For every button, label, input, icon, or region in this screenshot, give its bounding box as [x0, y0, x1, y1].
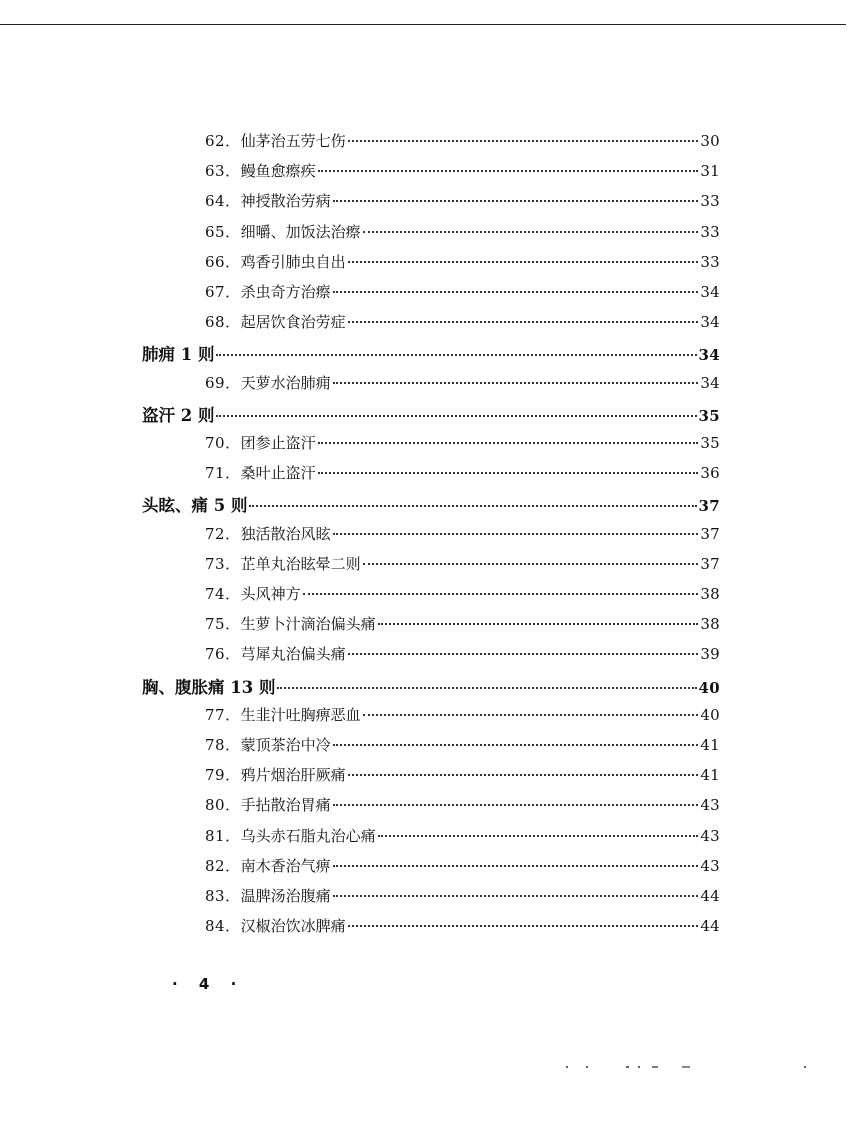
page-number-ref: 43 [700, 826, 720, 845]
dot-leader [333, 200, 699, 202]
page-number-ref: 31 [700, 162, 720, 181]
page-number-ref: 34 [698, 346, 720, 365]
entry-number: 66． [205, 252, 241, 271]
entry-title: 鳗鱼愈瘵疾 [240, 162, 316, 181]
toc-entry [205, 825, 720, 851]
toc-section-heading [142, 492, 720, 518]
toc-entry [205, 704, 720, 730]
toc-entry [205, 855, 720, 881]
toc-entry [205, 462, 720, 488]
entry-title: 乌头赤石脂丸治心痛 [240, 826, 376, 845]
page-number-ref: 43 [700, 796, 720, 815]
dot-leader [363, 714, 699, 716]
entry-number: 77． [205, 705, 241, 724]
entry-number: 73． [205, 554, 241, 573]
entry-number: 69． [205, 373, 241, 392]
page-number-ref: 37 [700, 524, 720, 543]
entry-title: 杀虫奇方治瘵 [240, 283, 331, 301]
entry-number: 82． [205, 856, 241, 875]
page-number-ref: 41 [700, 766, 720, 785]
entry-title: 细嚼、加饭法治瘵 [240, 222, 361, 241]
page-number-ref: 37 [698, 497, 720, 516]
entry-title: 蒙顶茶治中冷 [240, 736, 331, 754]
entry-title: 手拈散治胃痛 [240, 796, 331, 815]
toc-entry [205, 190, 720, 216]
toc-entry [205, 553, 720, 579]
dot-leader [363, 231, 699, 233]
scan-specks [560, 1064, 810, 1070]
page-number-ref: 40 [700, 705, 720, 724]
entry-title: 南木香治气痹 [240, 856, 331, 875]
section-title: 肺痈 1 则 [142, 345, 215, 365]
entry-number: 75． [205, 615, 241, 634]
section-title: 头眩、痛 5 则 [142, 496, 248, 516]
entry-title: 生韭汁吐胸痹恶血 [240, 705, 361, 724]
dot-leader [277, 687, 696, 689]
entry-number: 80． [205, 796, 241, 815]
entry-title: 团参止盗汗 [240, 434, 316, 452]
entry-number: 67． [205, 283, 241, 301]
entry-title: 生萝卜汁滴治偏头痛 [240, 615, 376, 634]
page-number-ref: 35 [700, 434, 720, 452]
entry-title: 神授散治劳病 [240, 192, 331, 211]
toc-entry [205, 372, 720, 398]
entry-title: 天萝水治肺痈 [240, 373, 331, 392]
page-number-ref: 34 [700, 373, 720, 392]
page-number-ref: 39 [700, 645, 720, 664]
entry-number: 64． [205, 192, 241, 211]
dot-leader [378, 835, 699, 837]
toc-entry [205, 221, 720, 247]
toc-entry [205, 523, 720, 549]
dot-leader [348, 653, 699, 655]
dot-leader [333, 895, 699, 897]
dot-leader [348, 774, 699, 776]
dot-leader [348, 321, 699, 323]
page-number: · 4 · [172, 975, 245, 993]
entry-title: 温脾汤治腹痛 [240, 887, 331, 905]
toc-entry [205, 613, 720, 639]
section-title: 盗汗 2 则 [142, 405, 215, 425]
toc-entry [205, 311, 720, 337]
dot-leader [333, 744, 699, 746]
entry-number: 72． [205, 524, 241, 543]
section-title: 胸、腹胀痛 13 则 [142, 677, 276, 697]
dot-leader [318, 442, 699, 444]
dot-leader [216, 415, 696, 417]
page-number-ref: 35 [698, 406, 720, 425]
toc-entry [205, 885, 720, 911]
entry-number: 78． [205, 736, 241, 754]
toc-entry [205, 160, 720, 186]
entry-number: 79． [205, 766, 241, 785]
dot-leader [348, 261, 699, 263]
entry-number: 84． [205, 917, 241, 936]
toc-entry [205, 583, 720, 609]
dot-leader [348, 140, 699, 142]
page-number-ref: 41 [700, 736, 720, 754]
page-number-ref: 44 [700, 887, 720, 905]
dot-leader [216, 354, 696, 356]
toc-entry [205, 281, 720, 307]
page-number-ref: 33 [700, 192, 720, 211]
dot-leader [333, 804, 699, 806]
dot-leader [318, 472, 699, 474]
entry-title: 汉椒治饮冰脾痛 [240, 917, 346, 936]
page-number-ref: 43 [700, 856, 720, 875]
page-number-ref: 36 [700, 464, 720, 483]
dot-leader [333, 533, 699, 535]
page-number-ref: 38 [700, 615, 720, 634]
entry-number: 63． [205, 162, 241, 181]
entry-title: 独活散治风眩 [240, 524, 331, 543]
toc-entry [205, 734, 720, 760]
page-number-ref: 38 [700, 585, 720, 603]
toc-entry [205, 915, 720, 941]
dot-leader [333, 865, 699, 867]
toc-entry [205, 432, 720, 458]
toc-entry [205, 764, 720, 790]
page-number-ref: 30 [700, 132, 720, 150]
toc-entry [205, 251, 720, 277]
entry-title: 桑叶止盗汗 [240, 464, 316, 483]
toc-entry [205, 794, 720, 820]
toc-section-heading [142, 341, 720, 367]
dot-leader [333, 291, 699, 293]
page-number-ref: 40 [698, 678, 720, 697]
toc-entry [205, 130, 720, 156]
dot-leader [333, 382, 699, 384]
dot-leader [378, 623, 699, 625]
page-number-ref: 33 [700, 222, 720, 241]
entry-number: 81． [205, 826, 241, 845]
entry-number: 83． [205, 887, 241, 905]
page-number-ref: 37 [700, 554, 720, 573]
entry-title: 芎犀丸治偏头痛 [240, 645, 346, 664]
entry-title: 鸦片烟治肝厥痛 [240, 766, 346, 785]
page-number-ref: 34 [700, 313, 720, 332]
entry-number: 71． [205, 464, 241, 483]
entry-title: 起居饮食治劳症 [240, 313, 346, 332]
dot-leader [303, 593, 699, 595]
page-number-ref: 44 [700, 917, 720, 936]
dot-leader [363, 563, 699, 565]
dot-leader [318, 170, 699, 172]
entry-number: 74． [205, 585, 241, 603]
entry-number: 70． [205, 434, 241, 452]
dot-leader [348, 925, 699, 927]
toc-section-heading [142, 402, 720, 428]
dot-leader [249, 505, 696, 507]
entry-number: 62． [205, 132, 241, 150]
entry-title: 鸡香引肺虫自出 [240, 252, 346, 271]
page-number-ref: 33 [700, 252, 720, 271]
top-rule [0, 24, 846, 25]
entry-title: 头风神方 [240, 585, 301, 603]
entry-title: 仙茅治五劳七伤 [240, 132, 346, 150]
entry-number: 68． [205, 313, 241, 332]
entry-number: 65． [205, 222, 241, 241]
entry-number: 76． [205, 645, 241, 664]
entry-title: 芷单丸治眩晕二则 [240, 554, 361, 573]
toc-section-heading [142, 674, 720, 700]
toc-entry [205, 643, 720, 669]
page-number-ref: 34 [700, 283, 720, 301]
